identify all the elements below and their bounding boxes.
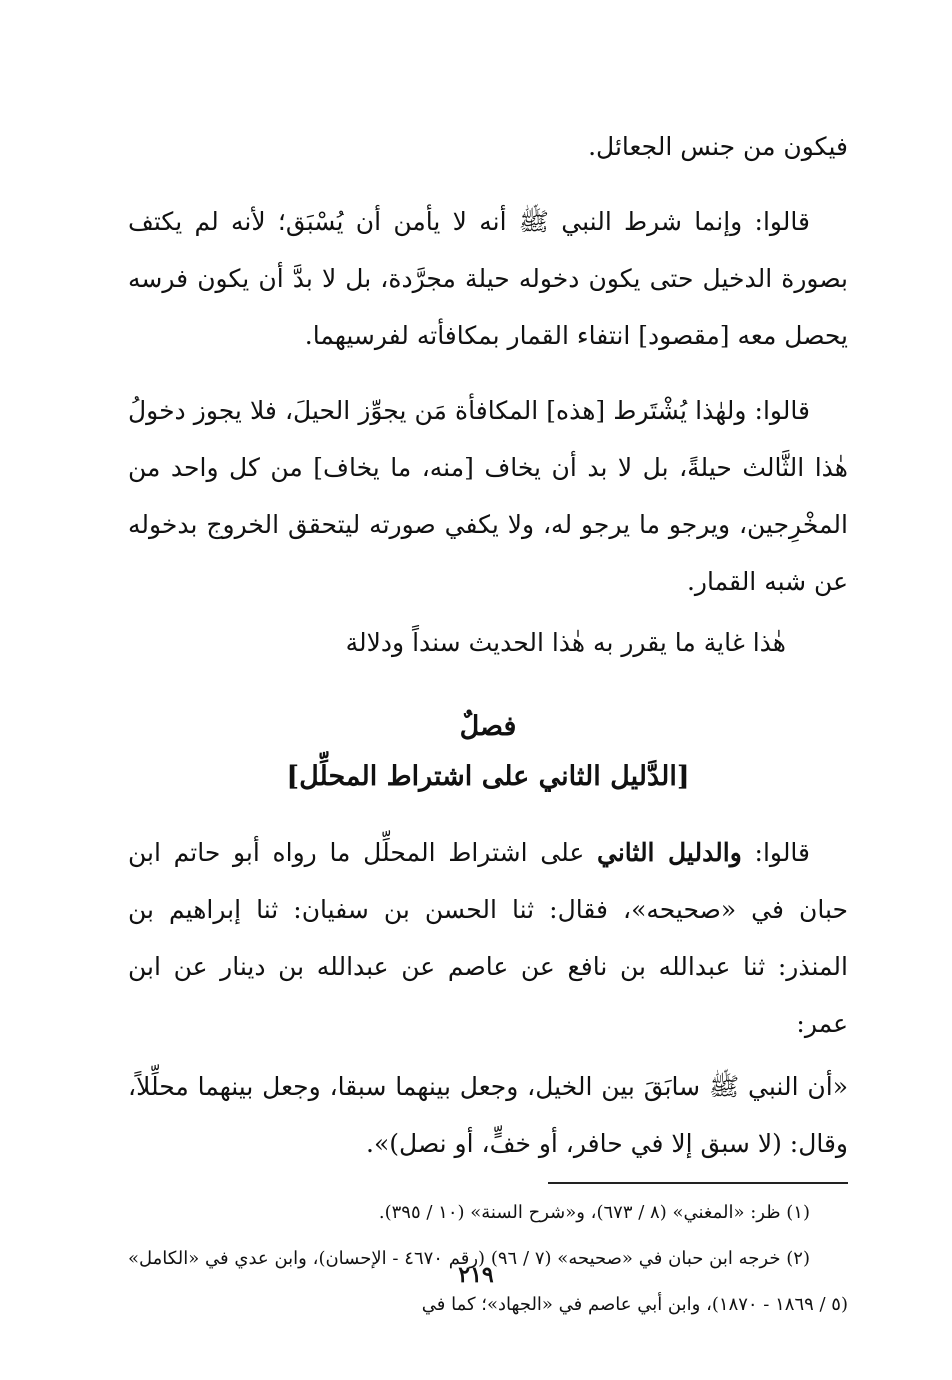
paragraph-2: قالوا: وإنما شرط النبي ﷺ أنه لا يأمن أن يُسْبَق؛ لأنه لم يكتف بصورة الدخيل حتى يكون دخوله حيلة مجرَّدة، بل لا بدَّ أن يكون فرسه يحصل معه [مقصود] انتفاء القمار بمكافأته لفرسيهما.	[128, 207, 848, 350]
section-fasl: فصلٌ	[459, 711, 517, 742]
footnote-2: (٢) خرجه ابن حبان في «صحيحه» (٧ / ٩٦) (رقم ٤٦٧٠ - الإحسان)، وابن عدي في «الكامل» (٥ / ١٨٦٩ - ١٨٧٠)، وابن أبي عاصم في «الجهاد»؛ كما في	[128, 1248, 848, 1315]
paragraph-5	[128, 824, 848, 1052]
footnote-divider	[548, 1182, 848, 1184]
p5-lead: قالوا:	[741, 838, 811, 867]
p5-rest: على اشتراط المحلِّل ما رواه أبو حاتم ابن حبان في «صحيحه»، فقال: ثنا الحسن بن سفيان: ثنا إبراهيم بن المنذر: ثنا عبدالله بن نافع عن عاصم عن عبدالله بن دينار عن ابن عمر:	[128, 838, 848, 1038]
paragraph-hadith: «أن النبي ﷺ سابَقَ بين الخيل، وجعل بينهما سبقا، وجعل بينهما محلِّلاً، وقال: (لا سبق إلا في حافر، أو خفٍّ، أو نصل)».	[128, 1072, 848, 1158]
page-body	[128, 118, 848, 1328]
page-number: ٢١٩	[458, 1262, 494, 1288]
p5-bold: والدليل الثاني	[596, 838, 742, 867]
section-heading: [الدَّليل الثاني على اشتراط المحلِّل]	[286, 761, 690, 792]
paragraph-3: قالوا: ولهٰذا يُشْتَرط [هذه] المكافأة مَن يجوِّز الحيلَ، فلا يجوز دخولُ هٰذا الثَّالث حيلةً، بل لا بد أن يخاف [منه، ما يخاف] من كل واحد من المخْرِجين، ويرجو ما يرجو له، ولا يكفي صورته ليتحقق الخروج بدخوله عن شبه القمار.	[128, 396, 848, 596]
paragraph-summary: هٰذا غاية ما يقرر به هٰذا الحديث سنداً ودلالة	[345, 628, 786, 657]
footnote-1: (١) ظر: «المغني» (٨ / ٦٧٣)، و«شرح السنة» (١٠ / ٣٩٥).	[378, 1202, 810, 1223]
paragraph-1: فيكون من جنس الجعائل.	[588, 132, 848, 161]
